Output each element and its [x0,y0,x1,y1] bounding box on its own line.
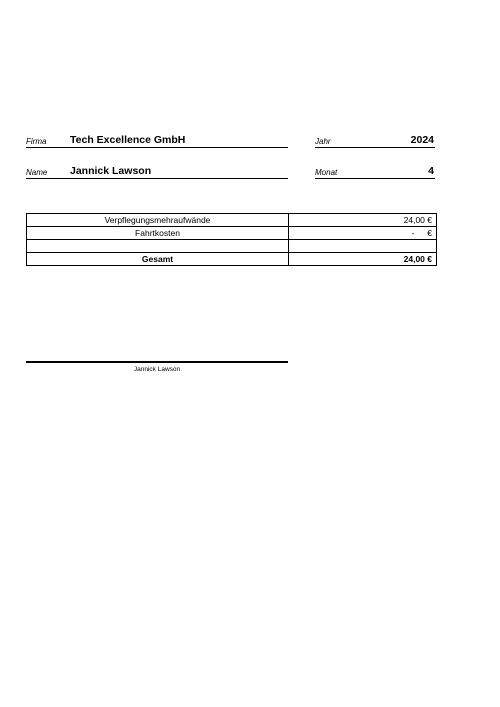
name-label: Name [26,168,48,177]
signature-line [26,361,288,363]
row-value [289,240,436,252]
row-value-currency: € [427,228,432,238]
monat-field [315,162,435,179]
jahr-label: Jahr [315,137,331,146]
table-row [27,226,436,239]
row-label [27,240,289,252]
cost-table [26,213,437,266]
row-value: 24,00 € [403,215,432,225]
firma-field [26,131,288,148]
signature-name: Jannick Lawson [133,366,181,373]
row-label: Fahrtkosten [27,227,289,239]
row-label: Verpflegungsmehraufwände [27,214,289,226]
jahr-value: 2024 [410,134,434,146]
table-row [27,239,436,252]
name-field [26,162,288,179]
total-label: Gesamt [27,253,289,265]
table-row [27,214,436,226]
row-value [289,227,436,239]
total-value: 24,00 € [403,254,432,264]
name-value: Jannick Lawson [70,165,152,177]
firma-value: Tech Excellence GmbH [70,134,186,146]
jahr-field [315,131,435,148]
monat-value: 4 [428,165,434,177]
row-value-dash: - [411,228,415,238]
firma-label: Firma [26,137,47,146]
table-total-row [27,252,436,265]
monat-label: Monat [315,168,338,177]
